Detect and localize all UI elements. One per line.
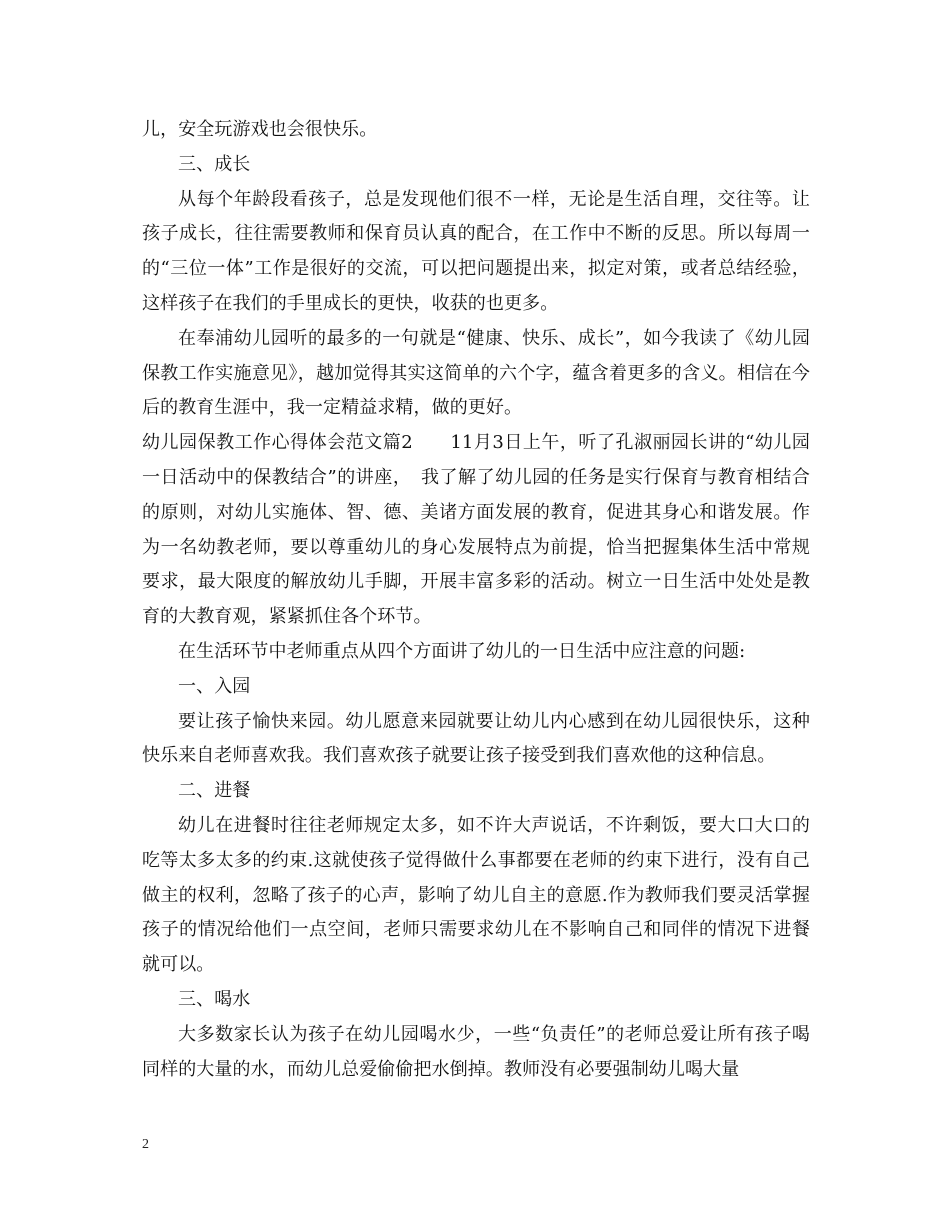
section-heading-drinking-water: 三、喝水 <box>178 988 251 1010</box>
section-heading-arrival: 一、入园 <box>178 675 251 697</box>
paragraph-article-2-intro: 幼儿园保教工作心得体会范文篇2 11月3日上午，听了孔淑丽园长讲的“幼儿园一日活动中的保教结合”的讲座， 我了解了幼儿园的任务是实行保育与教育相结合的原则，对幼儿实施体、智、德、美诸方面发展的教育，促进其身心和谐发展。作为一名幼教老师，要以尊重幼儿的身心发展特点为前提，恰当把握集体生活中常规要求，最大限度的解放幼儿手脚，开展丰富多彩的活动。树立一日生活中处处是教育的大教育观，紧紧抓住各个环节。 <box>142 432 810 628</box>
paragraph-arrival: 要让孩子愉快来园。幼儿愿意来园就要让幼儿内心感到在幼儿园很快乐，这种快乐来自老师喜欢我。我们喜欢孩子就要让孩子接受到我们喜欢他的这种信息。 <box>142 710 810 767</box>
paragraph-growth: 从每个年龄段看孩子，总是发现他们很不一样，无论是生活自理，交往等。让孩子成长，往往需要教师和保育员认真的配合，在工作中不断的反思。所以每周一的“三位一体”工作是很好的交流，可以把问题提出来，拟定对策，或者总结经验，这样孩子在我们的手里成长的更快，收获的也更多。 <box>142 188 810 314</box>
section-heading-growth: 三、成长 <box>178 153 251 175</box>
paragraph-life-stages-intro: 在生活环节中老师重点从四个方面讲了幼儿的一日生活中应注意的问题: <box>178 640 746 662</box>
page-number: 2 <box>142 1137 149 1152</box>
paragraph-conclusion: 在奉浦幼儿园听的最多的一句就是“健康、快乐、成长”，如今我读了《幼儿园保教工作实施意见》，越加觉得其实这简单的六个字，蕴含着更多的含义。相信在今后的教育生涯中，我一定精益求精，做的更好。 <box>142 327 810 419</box>
paragraph-drinking-water: 大多数家长认为孩子在幼儿园喝水少，一些“负责任”的老师总爱让所有孩子喝同样的大量的水，而幼儿总爱偷偷把水倒掉。教师没有必要强制幼儿喝大量 <box>142 1023 810 1080</box>
document-body <box>142 113 810 1087</box>
paragraph-continuation: 儿，安全玩游戏也会很快乐。 <box>142 119 378 140</box>
section-heading-meals: 二、进餐 <box>178 780 251 802</box>
paragraph-meals: 幼儿在进餐时往往老师规定太多，如不许大声说话，不许剩饭，要大口大口的吃等太多太多的约束.这就使孩子觉得做什么事都要在老师的约束下进行，没有自己做主的权利，忽略了孩子的心声，影响了幼儿自主的意愿.作为教师我们要灵活掌握孩子的情况给他们一点空间，老师只需要求幼儿在不影响自己和同伴的情况下进餐就可以。 <box>142 814 810 976</box>
